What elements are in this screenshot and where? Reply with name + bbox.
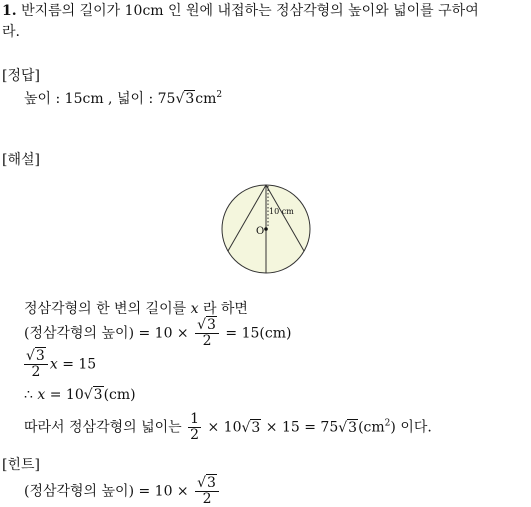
question-text: 반지름의 길이가 10cm 인 원에 내접하는 정삼각형의 높이와 넓이를 구하여 [21,3,479,19]
expl-text: ) 이다. [390,419,432,436]
hint-header: [힌트] [2,457,40,473]
sqrt-3: √3 [83,387,103,403]
sqrt-3: √3 [338,419,358,436]
question-line-2 [2,23,20,41]
frac-den: 2 [31,364,41,380]
inscribed-triangle-figure [218,180,314,276]
answer-unit: cm [195,91,217,107]
fraction-sqrt3-over-2: $\frac{√3}{2}$ [24,349,48,380]
answer-text: 높이 : 15cm , 넓이 : 75 [24,91,176,107]
frac-num: 1 [190,411,200,427]
sqrt-3: √3 [241,419,261,436]
frac-den: 2 [202,333,212,349]
expl-text: 라 하면 [202,301,248,317]
therefore-symbol: ∴ [24,387,33,403]
expl-area-lhs: 따라서 정삼각형의 넓이는 [24,419,182,436]
frac-num: 3 [35,348,45,364]
frac-num: 3 [207,317,216,333]
answer-sqrt-value: 3 [185,91,195,107]
expl-unit: (cm) [103,387,136,403]
expl-text: × 10 [207,419,242,436]
center-label: O [256,226,265,237]
frac-den: 2 [190,427,200,443]
expl-var-x: x [49,356,58,373]
hint-body [24,476,221,507]
fraction-1-over-2 [188,412,201,443]
radius-label: 10 cm [269,207,294,216]
frac-num: 3 [207,475,216,491]
expl-text: 정삼각형의 한 변의 길이를 [24,301,187,317]
sqrt-value: 3 [251,419,261,436]
expl-var-x: x [37,387,46,403]
answer-body [24,90,222,108]
expl-eq-rhs: = 15 [62,356,97,373]
question-line-1 [2,2,479,20]
answer-header: [정답] [2,68,40,84]
explanation-line-5 [24,412,432,443]
expl-height-lhs: (정삼각형의 높이) = 10 × [24,325,189,342]
expl-text: × 15 = 75 [265,419,339,436]
answer-sqrt: √3 [175,91,195,107]
expl-unit: (cm [358,419,385,436]
sqrt-value: 3 [93,387,103,403]
explanation-line-4 [24,386,136,404]
question-text-cont: 라. [2,24,20,40]
explanation-line-2 [24,318,291,349]
hint-text: (정삼각형의 높이) = 10 × [24,483,189,500]
frac-den: 2 [202,491,212,507]
question-number: 1. [2,3,17,19]
sqrt-value: 3 [348,419,358,436]
expl-height-rhs: = 15(cm) [225,325,292,342]
fraction-sqrt3-over-2: $\frac{√3}{2}$ [195,318,219,349]
explanation-line-3 [24,349,96,380]
answer-unit-power: 2 [216,90,223,100]
fraction-sqrt3-over-2: $\frac{√3}{2}$ [195,476,219,507]
explanation-header: [해설] [2,152,40,168]
expl-text: = 10 [49,387,84,403]
center-point [264,227,268,231]
unit-power: 2 [384,418,391,429]
expl-var-x: x [190,301,199,317]
